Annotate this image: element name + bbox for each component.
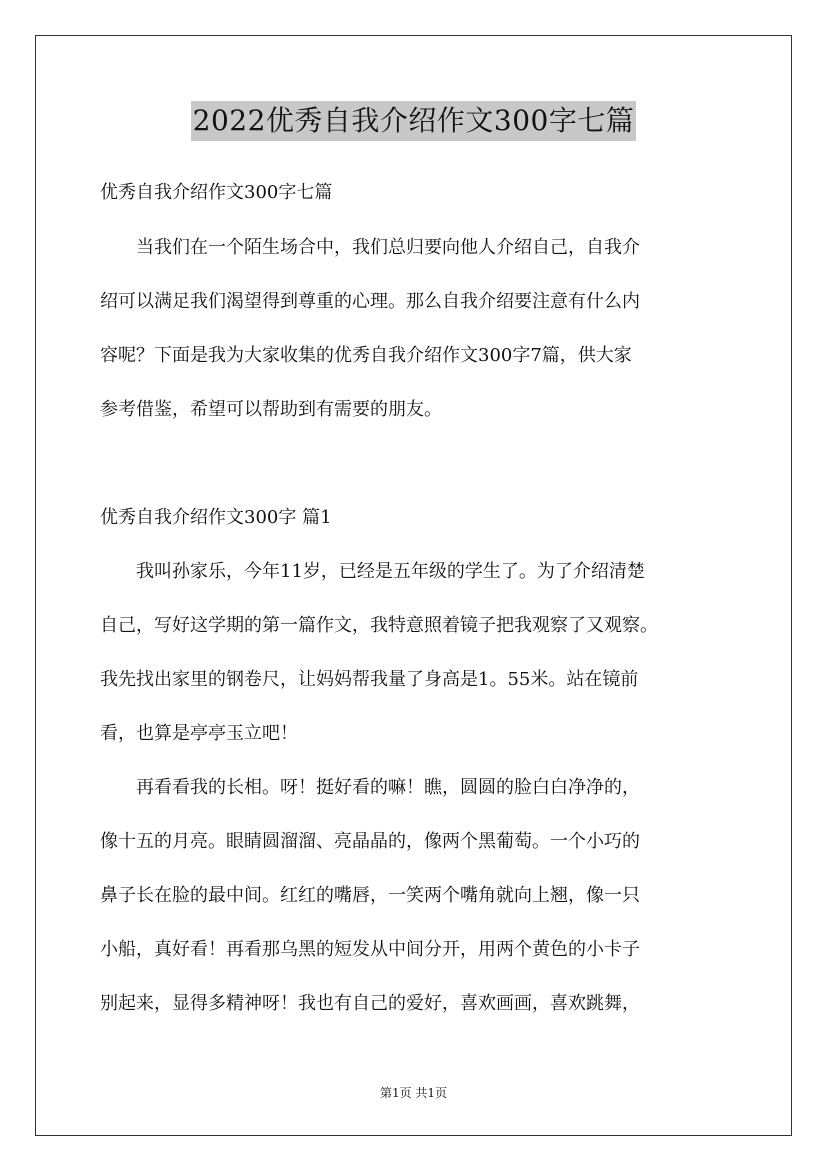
section-heading: 优秀自我介绍作文300字 篇1 (100, 507, 332, 528)
paragraph-line: 再看看我的长相。呀！挺好看的嘛！瞧，圆圆的脸白白净净的， (100, 777, 640, 798)
paragraph-line: 鼻子长在脸的最中间。红红的嘴唇，一笑两个嘴角就向上翘，像一只 (100, 885, 640, 906)
paragraph-line: 看，也算是亭亭玉立吧！ (100, 723, 298, 744)
title-container (0, 101, 827, 141)
paragraph-line: 像十五的月亮。眼睛圆溜溜、亮晶晶的，像两个黑葡萄。一个小巧的 (100, 831, 640, 852)
paragraph-line: 我先找出家里的钢卷尺，让妈妈帮我量了身高是1。55米。站在镜前 (100, 669, 639, 690)
paragraph-line: 当我们在一个陌生场合中，我们总归要向他人介绍自己，自我介 (100, 237, 640, 258)
page-footer: 第1页 共1页 (379, 1086, 448, 1100)
paragraph-line: 参考借鉴，希望可以帮助到有需要的朋友。 (100, 399, 442, 420)
paragraph-line: 绍可以满足我们渴望得到尊重的心理。那么自我介绍要注意有什么内 (100, 291, 640, 312)
paragraph-line: 别起来，显得多精神呀！我也有自己的爱好，喜欢画画，喜欢跳舞， (100, 993, 640, 1014)
document-title: 2022优秀自我介绍作文300字七篇 (191, 101, 637, 141)
paragraph-line: 自己，写好这学期的第一篇作文，我特意照着镜子把我观察了又观察。 (100, 615, 658, 636)
paragraph-line: 容呢？下面是我为大家收集的优秀自我介绍作文300字7篇，供大家 (100, 345, 632, 366)
paragraph-line: 小船，真好看！再看那乌黑的短发从中间分开，用两个黄色的小卡子 (100, 939, 640, 960)
section-heading: 优秀自我介绍作文300字七篇 (100, 182, 333, 203)
paragraph-line: 我叫孙家乐，今年11岁，已经是五年级的学生了。为了介绍清楚 (100, 561, 645, 582)
